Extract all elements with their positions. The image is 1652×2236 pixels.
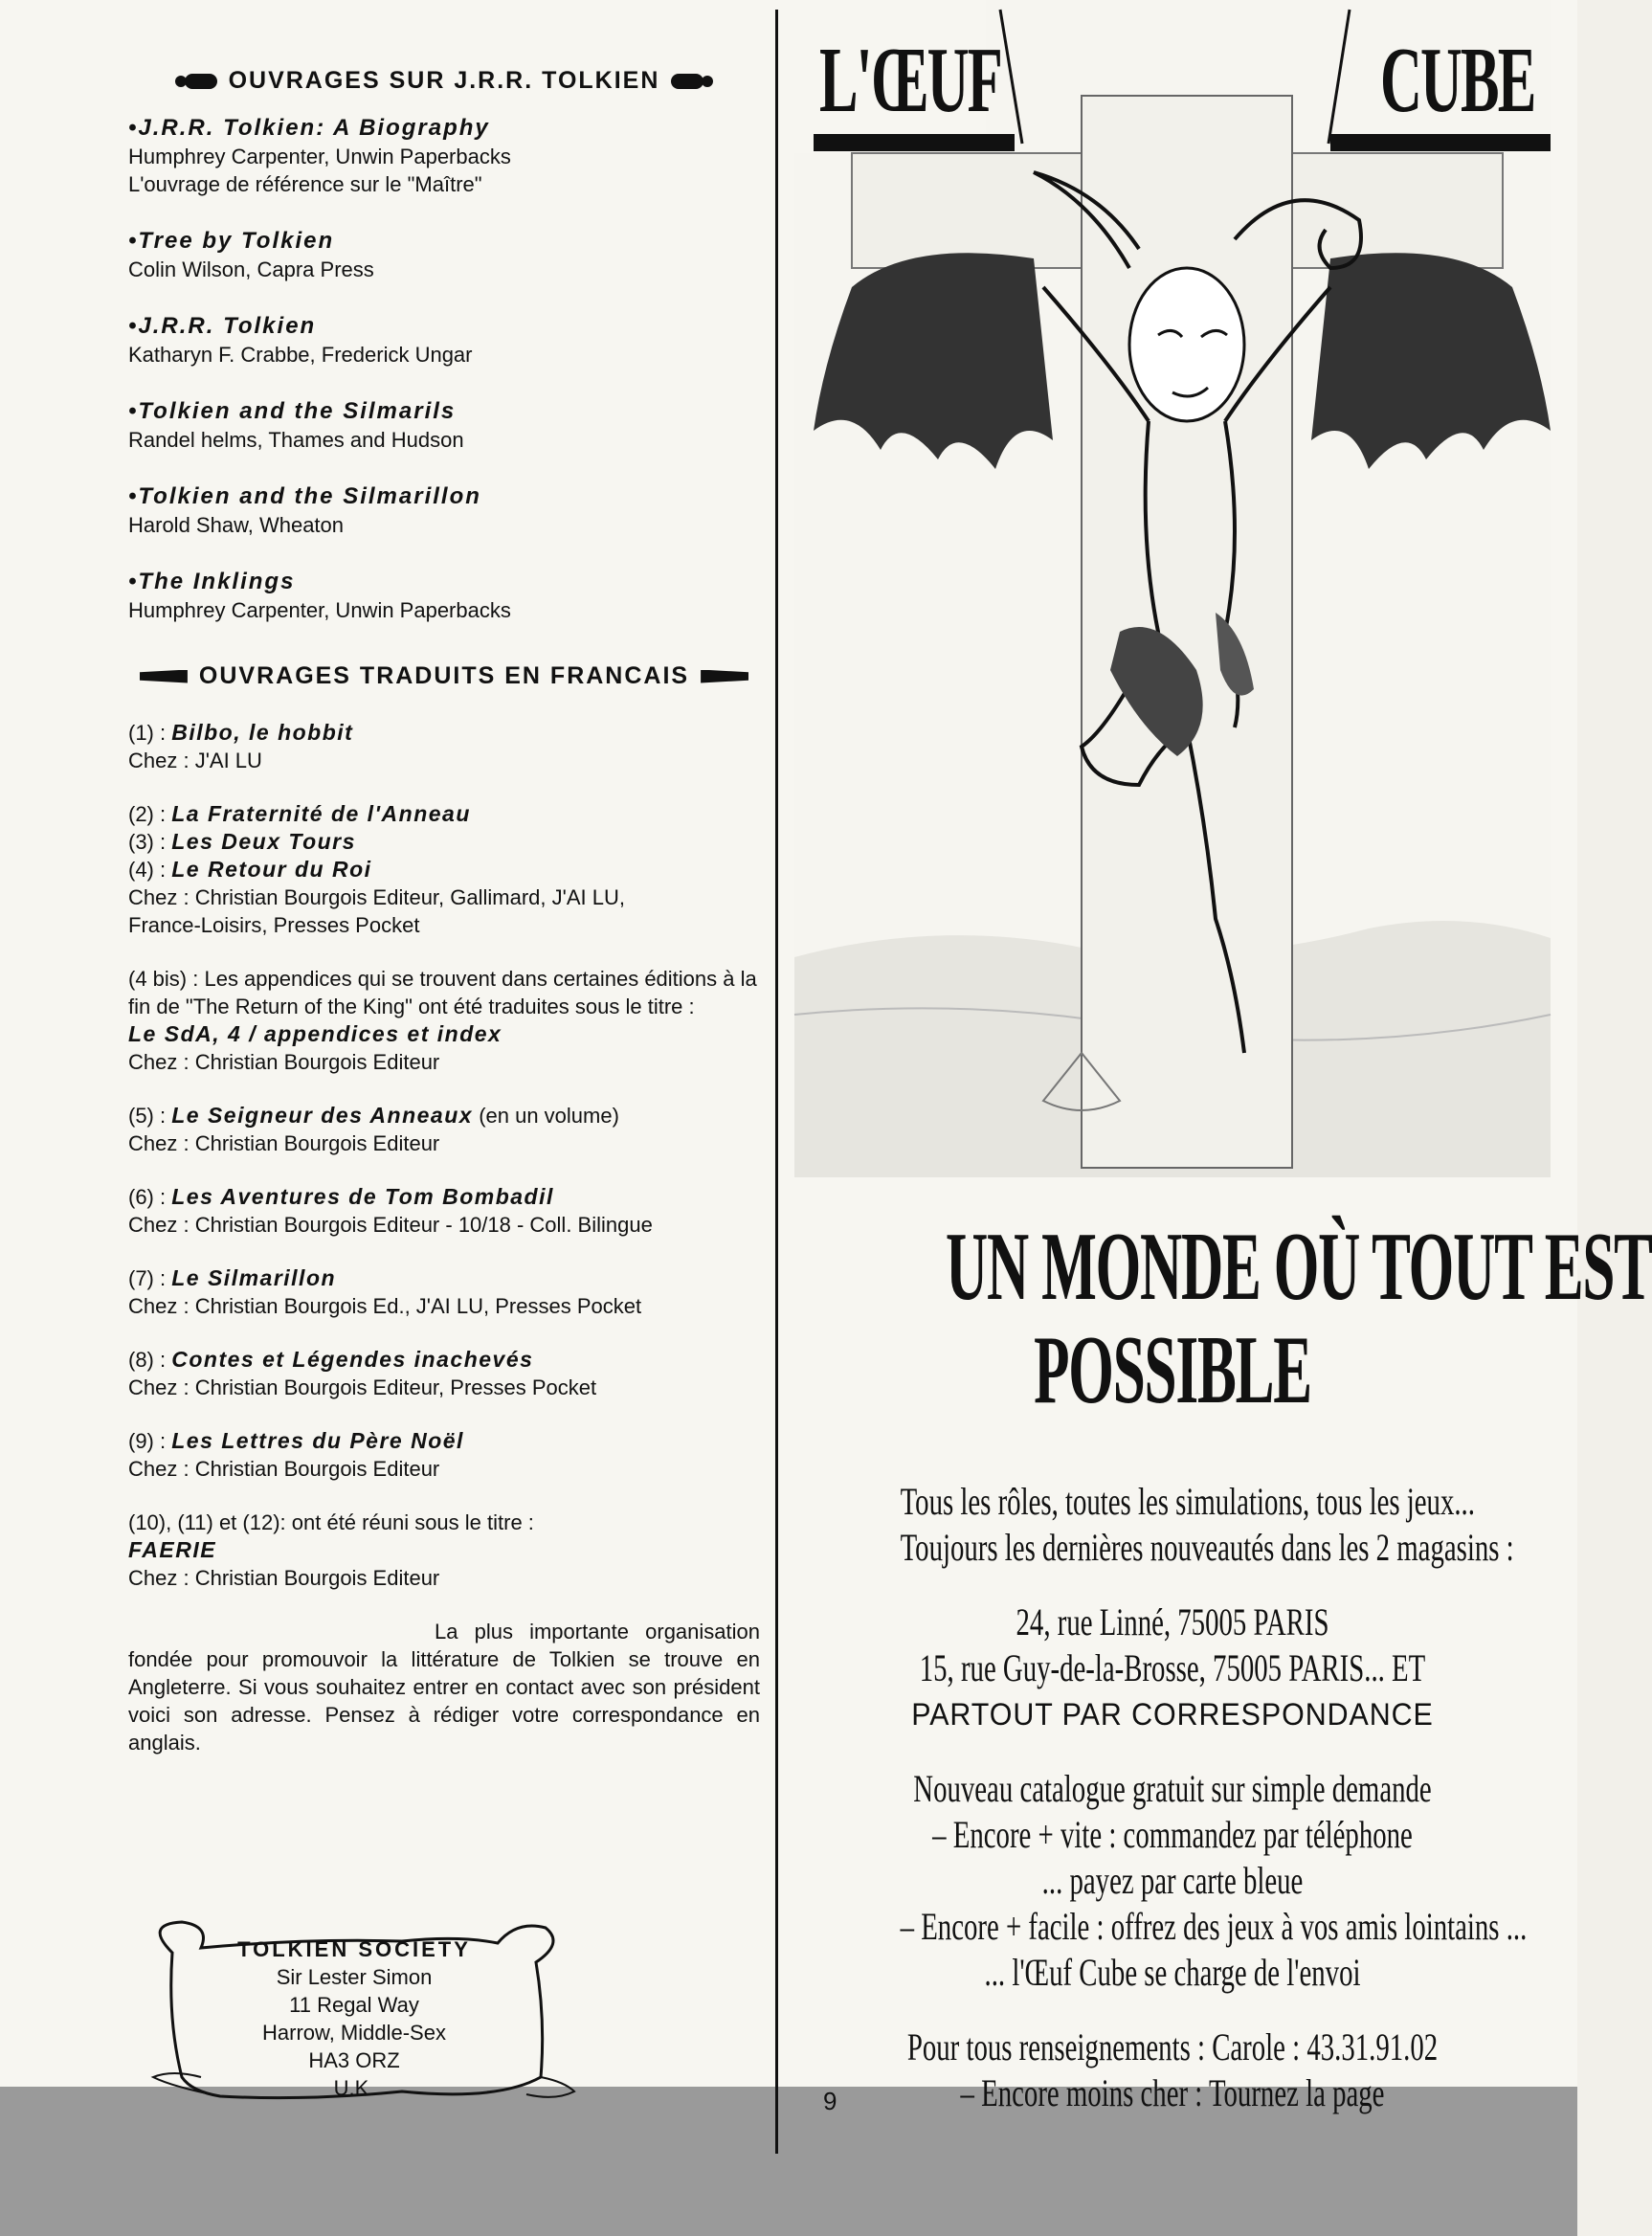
left-column: [128, 67, 760, 1756]
entry-detail: Chez : Christian Bourgois Editeur: [128, 1566, 440, 1590]
translated-entry: [128, 1183, 760, 1239]
entry-detail: ont été réuni sous le titre :: [291, 1510, 534, 1534]
page-number: 9: [823, 2087, 837, 2115]
works-heading: OUVRAGES SUR J.R.R. TOLKIEN: [128, 67, 760, 95]
book-detail: Humphrey Carpenter, Unwin Paperbacks: [128, 598, 511, 622]
entry-first-line: [128, 1427, 760, 1455]
entry-number: (9) :: [128, 1429, 172, 1453]
ad-body: [794, 1479, 1551, 2116]
translated-list: [128, 719, 760, 1592]
entry-suffix: (en un volume): [473, 1104, 619, 1128]
translated-entry: [128, 1264, 760, 1320]
entry-number: (10), (11) et (12):: [128, 1510, 292, 1534]
book-title: •Tree by Tolkien: [128, 228, 335, 254]
ad-line: PARTOUT PAR CORRESPONDANCE: [911, 1697, 1434, 1732]
ad-line: ... payez par carte bleue: [1041, 1859, 1304, 1902]
entry-number: (1) :: [128, 721, 172, 745]
book-detail: Humphrey Carpenter, Unwin Paperbacks: [128, 145, 511, 168]
book-entry: [128, 397, 760, 454]
book-entry: [128, 312, 760, 369]
book-entry: [128, 227, 760, 283]
entry-number: (5) :: [128, 1104, 172, 1128]
entry-detail: Chez : J'AI LU: [128, 749, 262, 772]
spacer: [794, 1737, 1551, 1766]
entry-detail: Les appendices qui se trouvent dans certaines éditions à la fin de "The Return of the King" ont été traduites sous le titre :: [128, 967, 757, 1018]
entry-title: Le Silmarillon: [171, 1265, 337, 1290]
entry-number: (8) :: [128, 1348, 172, 1372]
society-address: TOLKIEN SOCIETY Sir Lester Simon 11 Regal Way Harrow, Middle-Sex HA3 ORZ U.K.: [237, 1937, 471, 2100]
ad-line: – Encore + facile : offrez des jeux à vos amis lointains ...: [900, 1905, 1528, 1948]
entry-detail: Chez : Christian Bourgois Editeur: [128, 1457, 440, 1481]
book-title: •Tolkien and the Silmarillon: [128, 483, 481, 509]
book-entry: [128, 114, 760, 198]
entry-first-line: [128, 800, 760, 828]
entry-title: Les Lettres du Père Noël: [171, 1428, 464, 1453]
translated-heading: OUVRAGES TRADUITS EN FRANCAIS: [128, 662, 760, 690]
entry-first-line: [128, 1509, 760, 1536]
spacer: [794, 1571, 1551, 1599]
entry-first-line: [128, 1264, 760, 1292]
ad-line: 15, rue Guy-de-la-Brosse, 75005 PARIS... ET: [919, 1646, 1426, 1689]
translated-entry: [128, 828, 760, 856]
book-detail: L'ouvrage de référence sur le "Maître": [128, 172, 482, 196]
ad-line: Pour tous renseignements : Carole : 43.31.91.02: [906, 2025, 1439, 2068]
ad-line: 24, rue Linné, 75005 PARIS: [1016, 1600, 1329, 1643]
ad-line: – Encore + vite : commandez par téléphone: [932, 1813, 1413, 1856]
entry-first-line: [128, 1183, 760, 1211]
wedge-right-icon: [701, 670, 748, 683]
entry-number: (3) :: [128, 830, 172, 854]
entry-detail: Chez : Christian Bourgois Editeur: [128, 1131, 440, 1155]
entry-number: (4 bis) :: [128, 967, 205, 991]
entry-title: Le Seigneur des Anneaux: [171, 1103, 474, 1128]
translated-entry: [128, 719, 760, 774]
entry-first-line: [128, 856, 760, 883]
translated-entry: [128, 1102, 760, 1157]
book-title: •Tolkien and the Silmarils: [128, 398, 457, 424]
entry-title: FAERIE: [128, 1537, 217, 1562]
book-detail: Randel helms, Thames and Hudson: [128, 428, 464, 452]
translated-entry: [128, 1346, 760, 1401]
entry-title: Les Aventures de Tom Bombadil: [171, 1184, 554, 1209]
entry-detail: Chez : Christian Bourgois Editeur: [128, 1050, 440, 1074]
book-entry: [128, 568, 760, 624]
translated-entry: [128, 965, 760, 1076]
entry-title: Bilbo, le hobbit: [171, 720, 354, 745]
entry-first-line: [128, 828, 760, 856]
translated-entry: [128, 856, 760, 939]
entry-title: Les Deux Tours: [171, 829, 356, 854]
translated-entry: [128, 1427, 760, 1483]
translated-entry: [128, 800, 760, 828]
book-detail: Harold Shaw, Wheaton: [128, 513, 345, 537]
advertisement: [794, 0, 1652, 2154]
book-title: •The Inklings: [128, 569, 296, 594]
book-detail: Colin Wilson, Capra Press: [128, 257, 374, 281]
entry-title: Le Retour du Roi: [171, 857, 372, 882]
entry-title: Le SdA, 4 / appendices et index: [128, 1021, 502, 1046]
book-entry: [128, 482, 760, 539]
society-intro: La plus importante organisation fondée pour promouvoir la littérature de Tolkien se trouve en Angleterre. Si vous souhaitez entrer en contact avec son président voici son adresse. Pensez à rédiger votre correspondance en anglais.: [128, 1620, 760, 1755]
entry-title: La Fraternité de l'Anneau: [171, 801, 471, 826]
translated-entry: [128, 1509, 760, 1592]
ad-line: Nouveau catalogue gratuit sur simple demande: [913, 1767, 1432, 1810]
entry-first-line: [128, 965, 760, 1020]
works-list: [128, 114, 760, 624]
book-detail: Katharyn F. Crabbe, Frederick Ungar: [128, 343, 473, 367]
column-divider: [775, 10, 778, 2154]
entry-title: Contes et Légendes inachevés: [171, 1347, 534, 1372]
entry-number: (7) :: [128, 1266, 172, 1290]
society-scroll: [115, 1914, 593, 2106]
entry-detail: France-Loisirs, Presses Pocket: [128, 913, 420, 937]
entry-first-line: [128, 719, 760, 747]
entry-detail: Chez : Christian Bourgois Editeur - 10/18 - Coll. Bilingue: [128, 1213, 653, 1237]
entry-first-line: [128, 1346, 760, 1374]
ornament-left-icon: [185, 74, 217, 89]
ad-headline: UN MONDE OÙ TOUT EST POSSIBLE: [946, 1213, 1652, 1424]
book-title: •J.R.R. Tolkien: [128, 313, 317, 339]
entry-number: (6) :: [128, 1185, 172, 1209]
entry-first-line: [128, 1102, 760, 1129]
book-title: •J.R.R. Tolkien: A Biography: [128, 115, 490, 141]
entry-number: (2) :: [128, 802, 172, 826]
ad-line: ... l'Œuf Cube se charge de l'envoi: [984, 1951, 1361, 1994]
ad-line: – Encore moins cher : Tournez la page: [960, 2071, 1385, 2114]
ad-line: Tous les rôles, toutes les simulations, tous les jeux...: [900, 1480, 1475, 1523]
entry-detail: Chez : Christian Bourgois Editeur, Gallimard, J'AI LU,: [128, 885, 625, 909]
logo-right: CUBE: [1380, 29, 1535, 132]
entry-number: (4) :: [128, 858, 172, 882]
ornament-right-icon: [671, 74, 703, 89]
logo-left: L'ŒUF: [819, 29, 1001, 132]
wedge-left-icon: [140, 670, 188, 683]
ad-line: Toujours les dernières nouveautés dans les 2 magasins :: [900, 1526, 1514, 1569]
entry-detail: Chez : Christian Bourgois Editeur, Presses Pocket: [128, 1375, 597, 1399]
spacer: [794, 1996, 1551, 2024]
demon-illustration: [794, 0, 1551, 1177]
entry-detail: Chez : Christian Bourgois Ed., J'AI LU, Presses Pocket: [128, 1294, 642, 1318]
